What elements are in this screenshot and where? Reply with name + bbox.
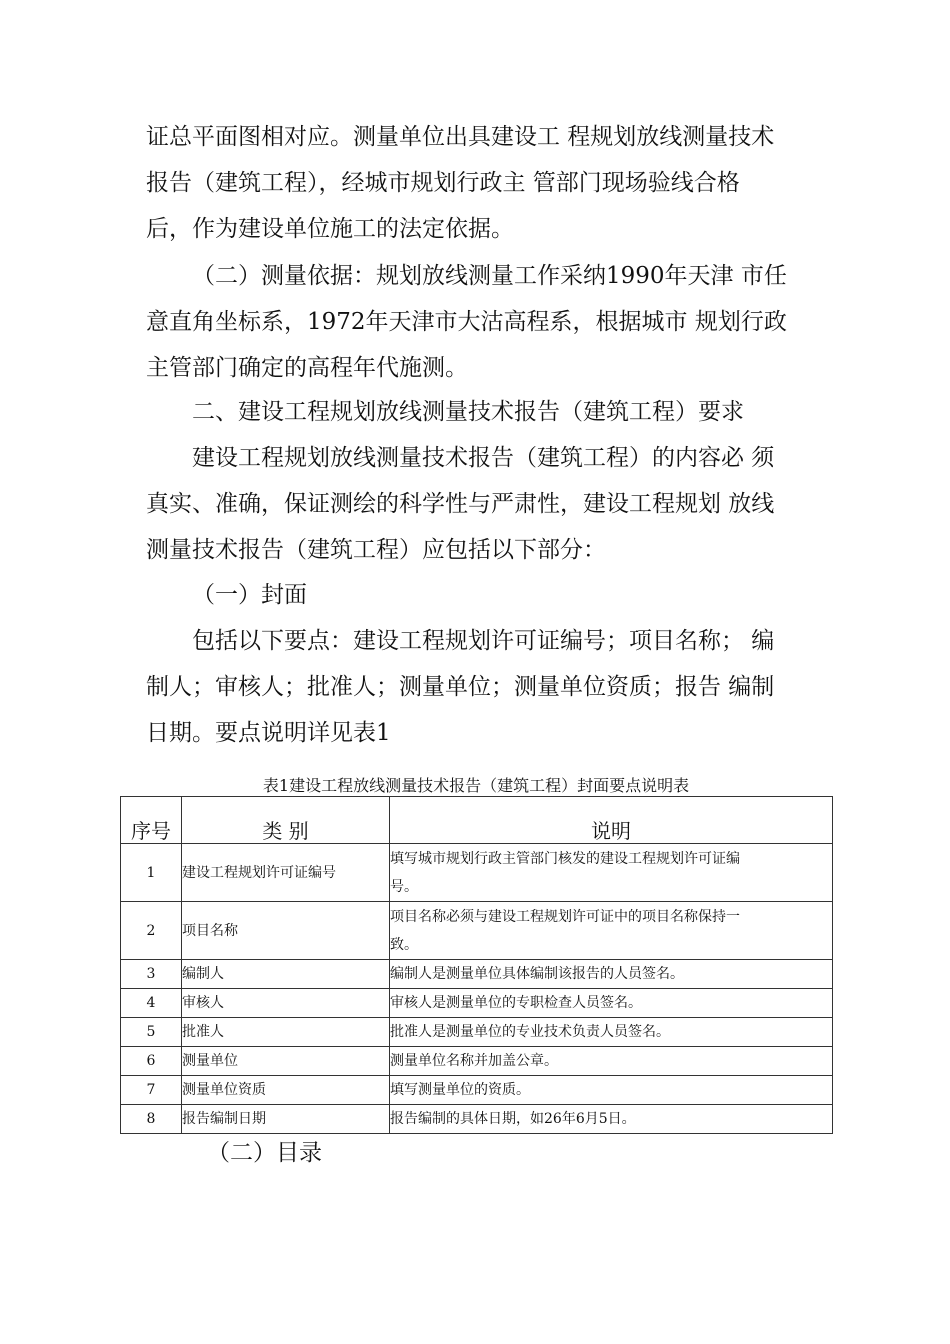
row-description: 填写测量单位的资质。: [390, 1076, 833, 1105]
row-category: 报告编制日期: [182, 1105, 390, 1134]
row-description: 审核人是测量单位的专职检查人员签名。: [390, 989, 833, 1018]
row-description: [390, 844, 833, 902]
section-heading-report-requirements: [146, 389, 836, 435]
row-num: 8: [121, 1105, 182, 1134]
row-num: 2: [121, 902, 182, 960]
text-line: 建设工程规划放线测量技术报告（建筑工程）的内容必 须: [192, 445, 775, 471]
row-num: 3: [121, 960, 182, 989]
text-line: 包括以下要点：建设工程规划许可证编号；项目名称； 编: [192, 628, 775, 654]
desc-line: 填写城市规划行政主管部门核发的建设工程规划许可证编: [390, 850, 740, 867]
table-row: [121, 1018, 833, 1047]
desc-line: 项目名称必须与建设工程规划许可证中的项目名称保持一: [390, 908, 740, 925]
text-line: 真实、准确，保证测绘的科学性与严肃性，建设工程规划 放线: [146, 491, 775, 517]
text-line: 报告（建筑工程），经城市规划行政主 管部门现场验线合格: [146, 170, 740, 196]
cover-points-table: [120, 796, 833, 1134]
row-category: 批准人: [182, 1018, 390, 1047]
table-row: [121, 1105, 833, 1134]
header-num: 序号: [121, 797, 182, 844]
table-header-row: [121, 797, 833, 844]
table-row: [121, 844, 833, 902]
table-row: [121, 902, 833, 960]
row-description: 报告编制的具体日期，如26年6月5日。: [390, 1105, 833, 1134]
row-category: 测量单位: [182, 1047, 390, 1076]
row-category: 编制人: [182, 960, 390, 989]
row-category: 项目名称: [182, 902, 390, 960]
text-line: 制人；审核人；批准人；测量单位；测量单位资质；报告 编制: [146, 674, 775, 700]
text-line: 测量技术报告（建筑工程）应包括以下部分：: [146, 537, 606, 563]
text-line: 主管部门确定的高程年代施测。: [146, 355, 468, 381]
row-num: 4: [121, 989, 182, 1018]
row-num: 6: [121, 1047, 182, 1076]
header-description: 说明: [390, 797, 833, 844]
paragraph-survey-basis: [146, 253, 836, 391]
table-row: [121, 989, 833, 1018]
text-line: 证总平面图相对应。测量单位出具建设工 程规划放线测量技术: [146, 124, 775, 150]
row-description: 编制人是测量单位具体编制该报告的人员签名。: [390, 960, 833, 989]
table-caption: 表1建设工程放线测量技术报告（建筑工程）封面要点说明表: [262, 776, 690, 795]
text-line: （二）测量依据：规划放线测量工作采纳1990年天津 市任: [192, 263, 787, 289]
row-description: [390, 902, 833, 960]
paragraph-content-requirements: [146, 435, 836, 573]
text-line: （一）封面: [192, 582, 307, 608]
row-category: 测量单位资质: [182, 1076, 390, 1105]
header-category: 类 别: [182, 797, 390, 844]
table-row: [121, 1076, 833, 1105]
desc-line: 号。: [390, 878, 418, 895]
text-line: 意直角坐标系，1972年天津市大沽高程系，根据城市 规划行政: [146, 309, 787, 335]
row-category: 建设工程规划许可证编号: [182, 844, 390, 902]
text-line: 后，作为建设单位施工的法定依据。: [146, 216, 514, 242]
row-num: 5: [121, 1018, 182, 1047]
table-row: [121, 1047, 833, 1076]
row-category: 审核人: [182, 989, 390, 1018]
subheading-cover: [146, 572, 836, 618]
paragraph-cover-points: [146, 618, 836, 756]
row-num: 7: [121, 1076, 182, 1105]
row-description: 测量单位名称并加盖公章。: [390, 1047, 833, 1076]
row-description: 批准人是测量单位的专业技术负责人员签名。: [390, 1018, 833, 1047]
text-line: 二、建设工程规划放线测量技术报告（建筑工程）要求: [192, 399, 744, 425]
paragraph-plan-correspondence: [146, 114, 836, 252]
row-num: 1: [121, 844, 182, 902]
subheading-table-of-contents: （二）目录: [207, 1140, 322, 1166]
text-line: 日期。要点说明详见表1: [146, 720, 391, 746]
table-row: [121, 960, 833, 989]
desc-line: 致。: [390, 936, 418, 953]
